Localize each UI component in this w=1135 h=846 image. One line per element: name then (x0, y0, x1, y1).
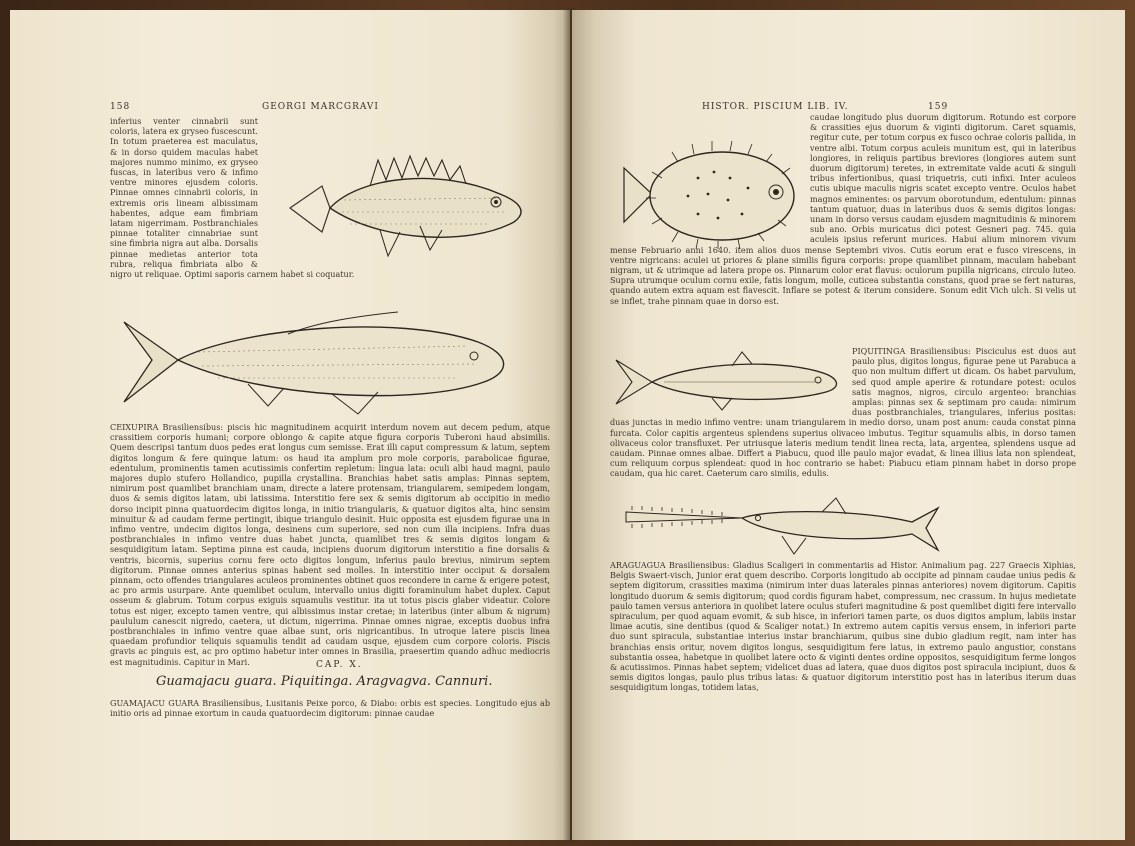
chapter-paragraph: GUAMAJACU GUARA Brasiliensibus, Lusitanis Peixe porco, & Diabo: orbis est species. Longitudo ejus ab initio oris ad pinnae exortum in cauda quatuordecim digitorum: pinnae caudae (110, 698, 550, 719)
right-page-number: 159 (928, 102, 949, 112)
left-page (10, 10, 570, 840)
ceixupira-fish-illustration (118, 302, 538, 418)
chapter-number: CAP. X. (316, 660, 363, 670)
left-top-paragraph: inferius venter cinnabrii sunt coloris, latera ex gryseo fuscescunt. In totum praeterea est maculatus, & in dorso quidem maculas habet majores nummo minimo, ex gryseo fuscas, in lateribus vero & infimo ventre minores ejusdem coloris. Pinnae omnes cinnabrii coloris, in extremis oris lineam albissimam habentes, adque eam fimbriam latam nigerrimam. Postbranchiales pinnae totaliter cinnabriae sunt sine fimbria nigra aut alba. Dorsalis pinnae medietas anterior tota rubra, reliqua fimbriata albo & nigro ut reliquae. Optimi saporis carnem habet si coquatur. (110, 116, 355, 280)
right-mid-paragraph: PIQUITINGA Brasiliensibus: Pisciculus est duos aut paulo plus, digitos longus, figurae pene ut Parabuca a quo non multum differt ut dicam. Os habet parvulum, sed quod ample aperire & rotundare potest: oculos satis magnos, nigros, circulo argenteo: branchias amplas: pinnas sex & septimam pro cauda: nimirum duas postbranchiales, triangulares, inferius positas: duas junctas in medio infimo ventre: unam triangularem in medio dorso, unam post anum: cauda constat pinna furcata. Color capitis argenteus splendens superius olivaceo imbutus. Tegitur squamulis albis, in dorso tamen olivaceus color transfluxet. Per utriusque lateris medium tendit linea recta, lata, argentea, splendens usque ad caudam. Pinnae omnes albae. Differt a Piabucu, quod ille paulo major evadat, & linea illius lata non splendeat, cum reliquum corpus splendeat: quod in hoc contrario se habet: Piabucu etiam pinnam habet in dorso prope caudam, qua hic caret. Caeterum caro similis, edulis. (610, 346, 1076, 479)
right-text-bottom (610, 560, 1076, 720)
left-running-head: GEORGI MARCGRAVI (262, 102, 379, 112)
grouper-fish-illustration (270, 146, 550, 270)
left-chapter-text (110, 698, 550, 728)
sawfish-illustration (622, 498, 942, 560)
right-bottom-paragraph: ARAGUAGUA Brasiliensibus: Gladius Scaligeri in commentariis ad Histor. Animalium pag. 227 Graecis Xiphias, Belgis Swaert-visch, Junior erat quem describo. Corporis longitudo ab occipite ad pinnam caudae unius pedis & septem digitorum, crassities maxima (nimirum inter duas laterales pinnas anteriores) novem digitorum. Capitis longitudo duorum & semis digitorum; quod cordis figuram habet, compressum, nec crassum. In hujus medietate paulo tamen versus anteriora in quolibet latere oculus stuferi magnitudine & post quemlibet digiti fere intervallo spiraculum, per quod aquam evomit, & sub hisce, in inferiori tamen parte, os duos digitos amplum, labiis instar limae acutis, sine dentibus (quod & Scaliger notat.) In extremo autem capitis versus ensem, in inferiori parte duo sunt spiracula, substantiae interius instar branchiarum, quibus sine dubio gladium regit, nam inter has branchias ensis oritur, novem digitos longus, sesquidigitum fere latus, in extremo paulo angustior, constans substantia ossea, habetque in quolibet latere octo & viginti dentes ordine oppositos, sesquidigitum ferme longos & acutissimos. Pinnas habet septem; videlicet duas ad latera, quae duos digitos post spiracula incipiunt, duos & semis digitos longas, paulo plus tribus latas: & quatuor digitorum interstitio post has in lateribus iterum duas sesquidigitum longas, totidem latas, (610, 560, 1076, 693)
right-mid-figure-space (610, 346, 852, 412)
right-running-head: HISTOR. PISCIUM LIB. IV. (702, 102, 849, 112)
chapter-title: Guamajacu guara. Piquitinga. Aragvagva. Cannuri. (156, 674, 493, 689)
right-page (572, 10, 1125, 840)
right-text-top (610, 112, 1076, 352)
right-top-figure-space (610, 112, 810, 242)
left-mid-paragraph: CEIXUPIRA Brasiliensibus: piscis hic magnitudinem acquirit interdum novem aut decem pedum, atque crassitiem corporis humani; corpore oblongo & capite atque figura corporis Tuberoni haud absimilis. Quem descripsi tantum duos pedes erat longus cum semisse. Erat illi caput compressum & latum, septem digitos longum & fere quinque latum: os haud ita amplum pro mole corporis, parabolicae figurae, edentulum, prominentis tamen acutissimis confertim repletum: lingua lata: oculi albi haud magni, paulo majores duplo stufero Hollandico, pupilla crystallina. Branchias habet satis amplas: Pinnas septem, nimirum post quamlibet branchiam unam, directe a latere protensam, triangularem, semipedem longam, duos & semis digitos latam, ubi latissima. Interstitio fere sex & semis digitorum ab occipitio in medio dorso incipit pinna quatuordecim digitos longa, in initio triangularis, & quatuor digitos alta, hinc sensim minuitur & ad caudam ferme pertingit, ibique triangulo desinit. Huic opposita est ejusdem figurae una in infimo ventre, undecim digitos longa, desinens cum superiore, sed non cum illa incipiens. Infra duas postbranchiales in infimo ventre duas habet juncta, quamlibet tres & semis digitos longam & sesquidigitum latam. Septima pinna est cauda, incipiens duorum digitorum interstitio a fine dorsalis & ventris, bicornis, superius cornu fere octo digitos longum, inferius paulo brevius, nimirum septem digitorum. Pinnae omnes anterius spinas habent sed molles. In interstitio inter occiput & dorsalem pinnam, octo offendes triangulares aculeos prominentes obtinet quos recondere in carne & erigere potest, ac pro armis usurpare. Ante quemlibet oculum, intervallo unius digiti foraminulum habet duplex. Caput osseum & glabrum. Totum corpus exiguis squamulis vestitur. ita ut totus piscis glaber videatur. Colore totus est niger, excepto tamen ventre, qui albissimus instar cretae; in lateribus (inter album & nigrum) paululum canescit nigredo, caetera, ut dictum, nigerrima. Pinnae omnes nigrae, exceptis duobus infra postbranchiales in infimo ventre quae albae sunt, oris nigricantibus. In utroque latere piscis linea quaedam profundior teliquis squamulis tendit ad caudam usque, ejusdem cum corpore coloris. Piscis gravis ac pinguis est, ac pro optimo habetur inter omnes in Brasilia, praesertim quando adhuc mediocris est magnitudinis. Capitur in Mari. (110, 422, 550, 667)
left-page-number: 158 (110, 102, 131, 112)
right-text-mid (610, 346, 1076, 496)
right-top-paragraph: caudae longitudo plus duorum digitorum. Rotundo est corpore & crassities ejus duorum & viginti digitorum. Caret squamis, regitur cute, per totum corpus ex fusco ochrae coloris pallida, in ventre albi. Totum corpus aculeis munitum est, qui in lateribus longiores, in reliquis partibus breviores (longiores autem sunt duorum digitorum) teretes, in extremitate valde acuti & singuli tribus infertionibus, quasi triquetris, cuti infixi. Inter aculeos cutis ubique maculis nigris scatet excepto ventre. Oculos habet magnos eminentes: os parvum oborotundum, edentulum: pinnas tantum quatuor, duas in lateribus duos & semis digitos longas: unam in dorso versus caudam ejusdem magnitudinis & minorem sub ano. Orbis muricatus dici potest Gesneri pag. 745. quia aculeis ipsius referunt murices. Habui alium minorem vivum mense Februario anni 1640. item alios duos mense Septembri vivos. Cutis eorum erat e fusco virescens, in ventre nigricans: aculei ut priores & plane similis figura corporis: prope quamlibet pinnam, maculam habebant nigram, ut & utrimque ad latera prope os. Pinnarum color erat flavus: oculorum pupilla nigricans, circulo luteo. Supra utrumque oculum cornu exile, fatis longum, molle, cuticea substantia constans, quod prae se fert naturas, quando autem extra aquam est flavescit. Inflare se potest & iterum considere. Sonum edit Vich ulch. Si velis ut se inflet, trahe pinnam quae in dorso est. (610, 112, 1076, 306)
